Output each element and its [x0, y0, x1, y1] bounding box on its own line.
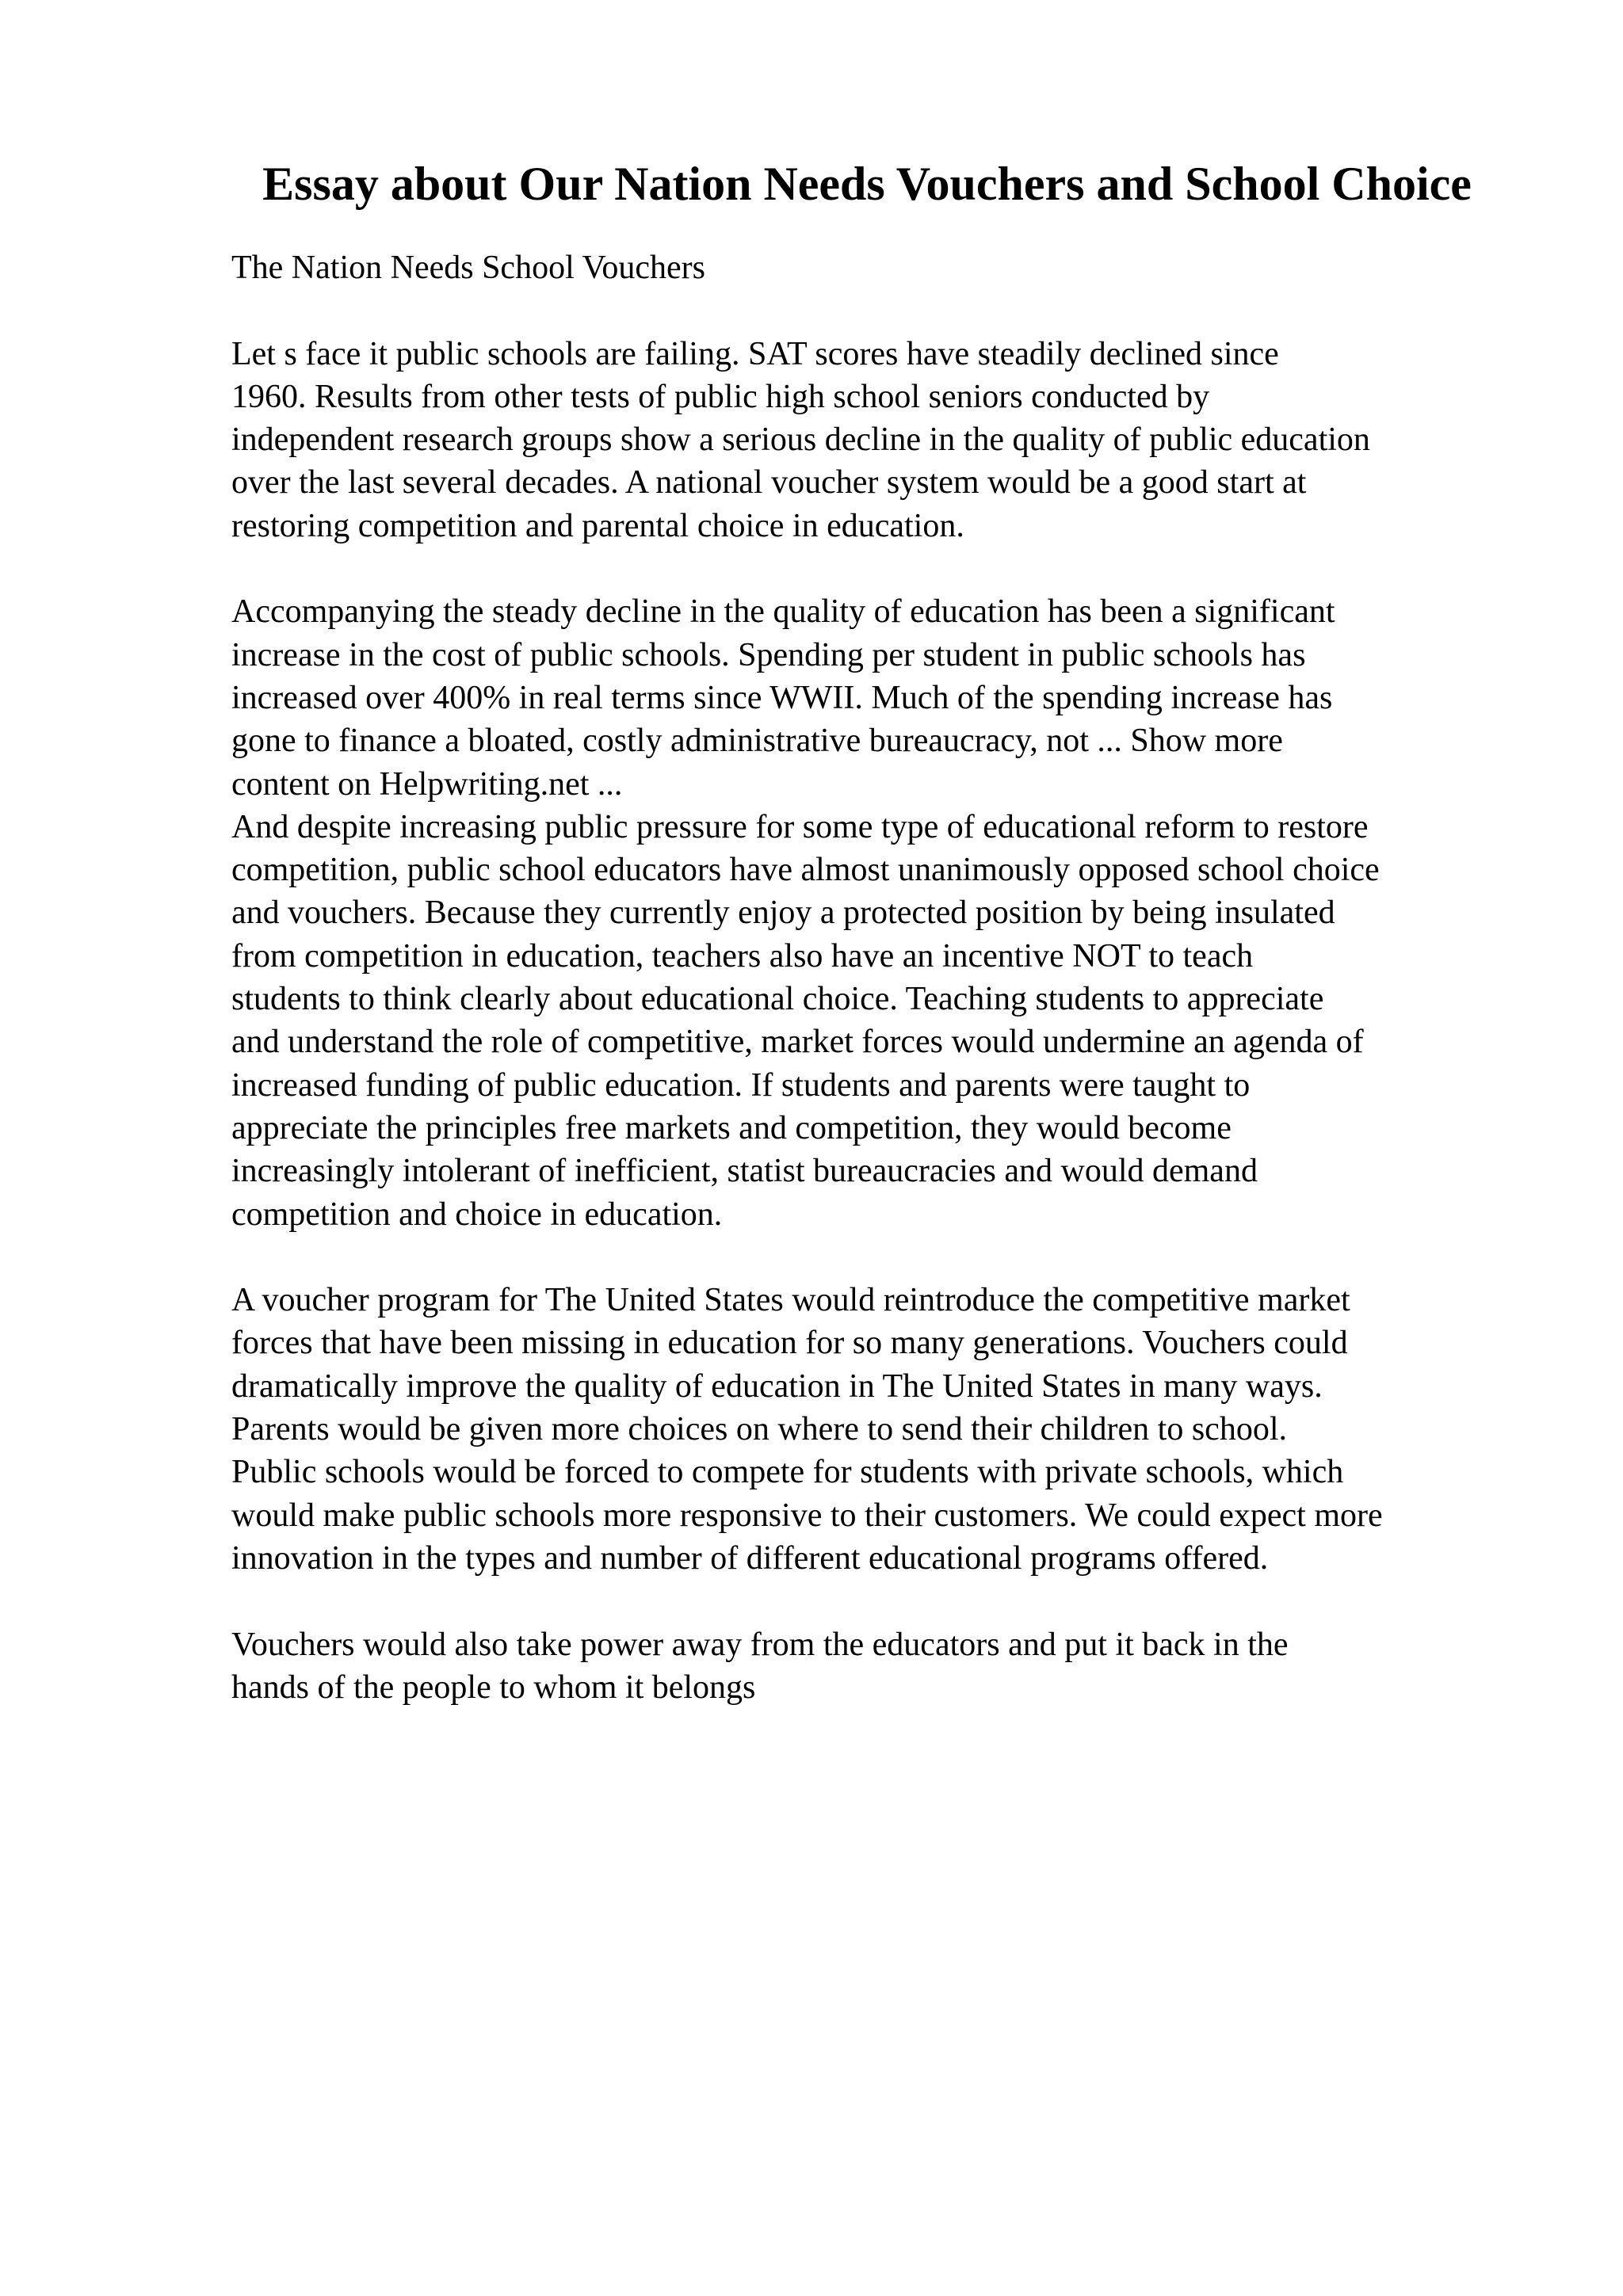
document-title: Essay about Our Nation Needs Vouchers and School Choice	[262, 158, 1472, 210]
text-line: appreciate the principles free markets and competition, they would become	[231, 1109, 1232, 1146]
text-line: independent research groups show a serious decline in the quality of public education	[231, 421, 1370, 459]
text-line: Accompanying the steady decline in the quality of education has been a significant	[231, 593, 1335, 631]
text-line: Public schools would be forced to compete for students with private schools, which	[231, 1454, 1344, 1491]
document-subtitle: The Nation Needs School Vouchers	[231, 250, 706, 286]
text-line: increased funding of public education. If students and parents were taught to	[231, 1066, 1251, 1104]
text-line: and vouchers. Because they currently enjoy a protected position by being insulated	[231, 894, 1335, 932]
text-line: Vouchers would also take power away from the educators and put it back in the	[231, 1626, 1289, 1663]
text-line: restoring competition and parental choice in education.	[231, 507, 964, 544]
text-line: and understand the role of competitive, market forces would undermine an agenda of	[231, 1024, 1364, 1061]
text-line: competition and choice in education.	[231, 1196, 723, 1233]
text-line: increasingly intolerant of inefficient, statist bureaucracies and would demand	[231, 1153, 1258, 1190]
text-line: from competition in education, teachers also have an incentive NOT to teach	[231, 937, 1254, 974]
paragraph-gap	[231, 1580, 1563, 1623]
text-line: competition, public school educators have almost unanimously opposed school choice	[231, 852, 1380, 889]
text-line: would make public schools more responsive to their customers. We could expect more	[231, 1497, 1383, 1534]
paragraph-1	[231, 333, 1563, 547]
paragraph-gap	[231, 1236, 1563, 1279]
text-line: students to think clearly about educational choice. Teaching students to appreciate	[231, 981, 1324, 1018]
text-line: Parents would be given more choices on where to send their children to school.	[231, 1411, 1287, 1448]
paragraph-5	[231, 1623, 1563, 1710]
paragraph-gap	[231, 289, 1563, 332]
text-line: And despite increasing public pressure for some type of educational reform to restore	[231, 808, 1369, 845]
text-line: increase in the cost of public schools. Spending per student in public schools has	[231, 636, 1306, 673]
paragraph-gap	[231, 547, 1563, 590]
text-line: A voucher program for The United States would reintroduce the competitive market	[231, 1282, 1350, 1319]
text-line: gone to finance a bloated, costly administrative bureaucracy, not ... Show more	[231, 723, 1283, 760]
text-line: forces that have been missing in education for so many generations. Vouchers could	[231, 1325, 1348, 1362]
text-line: innovation in the types and number of different educational programs offered.	[231, 1539, 1269, 1577]
text-line: increased over 400% in real terms since WWII. Much of the spending increase has	[231, 679, 1333, 716]
document-body	[231, 246, 1563, 1709]
text-line: dramatically improve the quality of education in The United States in many ways.	[231, 1367, 1323, 1405]
text-line: hands of the people to whom it belongs	[231, 1669, 756, 1706]
text-line: over the last several decades. A national voucher system would be a good start at	[231, 464, 1307, 502]
paragraph-2	[231, 590, 1563, 805]
text-line: 1960. Results from other tests of public high school seniors conducted by	[231, 378, 1210, 415]
paragraph-3	[231, 806, 1563, 1236]
paragraph-4	[231, 1279, 1563, 1580]
text-line: Let s face it public schools are failing. SAT scores have steadily declined since	[231, 335, 1279, 372]
text-line: content on Helpwriting.net ...	[231, 765, 623, 803]
